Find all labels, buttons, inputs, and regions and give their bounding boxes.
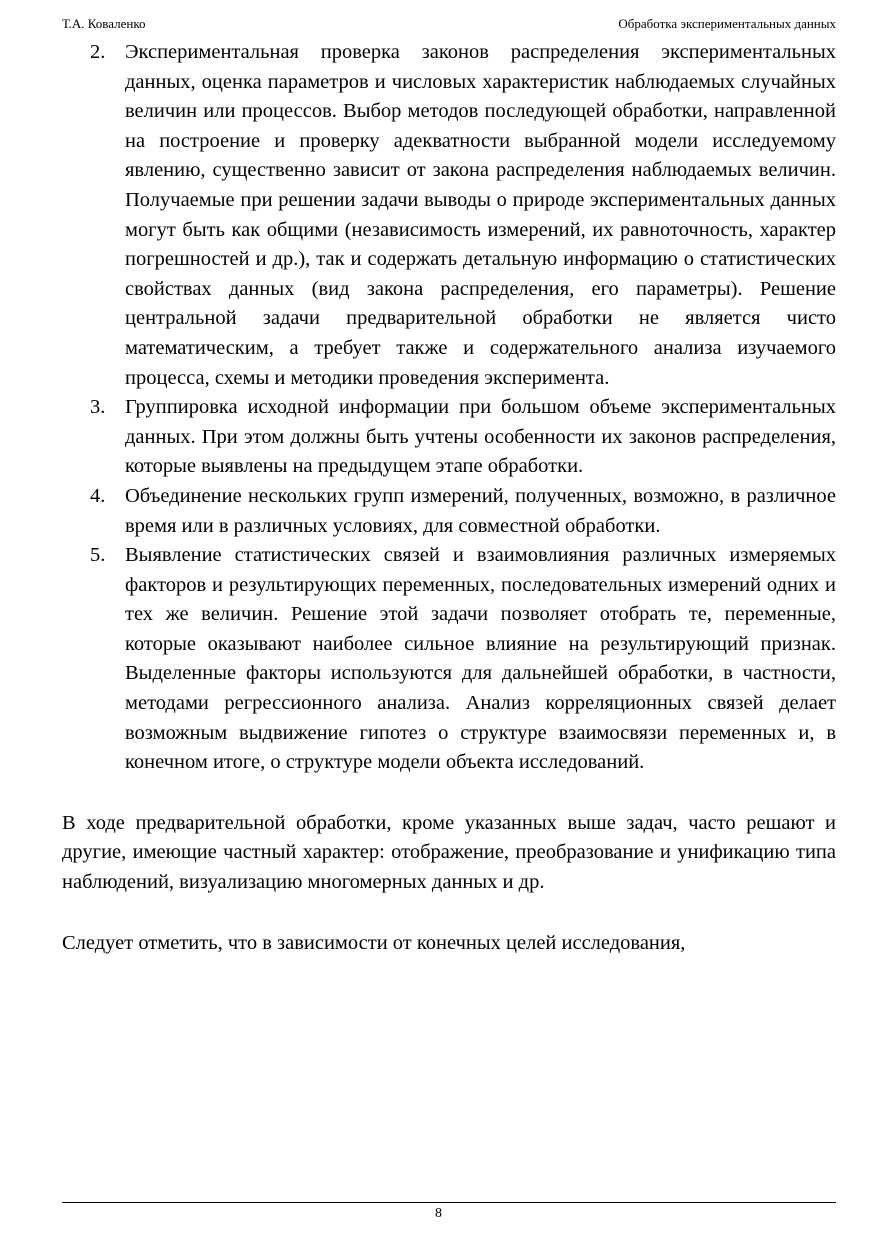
body-paragraph: Следует отметить, что в зависимости от конечных целей исследования,: [62, 931, 686, 954]
page-content: [62, 38, 836, 958]
list-item-number: 3.: [90, 396, 106, 419]
list-item: [62, 393, 836, 482]
list-item-text: Выявление статистических связей и взаимовлияния различных измеряемых факторов и результирующих переменных, последовательных измерений одних и тех же величин. Решение этой задачи позволяет отобрать те, переменные, которые оказывают наиболее сильное влияние на результирующий признак. Выделенные факторы используются для дальнейшей обработки, в частности, методами регрессионного анализа. Анализ корреляционных связей делает возможным выдвижение гипотез о структуре взаимосвязи переменных и, в конечном итоге, о структуре модели объекта исследований.: [125, 544, 836, 774]
list-item-text: Объединение нескольких групп измерений, полученных, возможно, в различное время или в различных условиях, для совместной обработки.: [125, 484, 836, 537]
header-author: Т.А. Коваленко: [62, 16, 146, 31]
page-number: 8: [435, 1206, 442, 1221]
body-paragraph: В ходе предварительной обработки, кроме указанных выше задач, часто решают и другие, имеющие частный характер: отображение, преобразование и унификацию типа наблюдений, визуализацию многомерных данных и др.: [62, 811, 836, 894]
footer-divider: [62, 1202, 836, 1203]
list-item-number: 5.: [90, 544, 106, 567]
list-item: [62, 482, 836, 541]
list-item-text: Группировка исходной информации при большом объеме экспериментальных данных. При этом должны быть учтены особенности их законов распределения, которые выявлены на предыдущем этапе обработки.: [125, 396, 836, 478]
page-header: [62, 16, 836, 32]
list-item-number: 2.: [90, 41, 106, 63]
list-item-number: 4.: [90, 484, 106, 507]
list-item: [62, 541, 836, 778]
header-title: Обработка экспериментальных данных: [618, 16, 836, 31]
numbered-list: [62, 38, 836, 778]
list-item: [62, 38, 836, 393]
list-item-text: Экспериментальная проверка законов распределения экспериментальных данных, оценка параметров и числовых характеристик наблюдаемых случайных величин или процессов. Выбор методов последующей обработки, направленной на построение и проверку адекватности выбранной модели исследуемому явлению, существенно зависит от закона распределения наблюдаемых величин. Получаемые при решении задачи выводы о природе экспериментальных данных могут быть как общими (независимость измерений, их равноточность, характер погрешностей и др.), так и содержать детальную информацию о статистических свойствах данных (вид закона распределения, его параметры). Решение центральной задачи предварительной обработки не является чисто математическим, а требует также и содержательного анализа изучаемого процесса, схемы и методики проведения эксперимента.: [125, 41, 836, 389]
